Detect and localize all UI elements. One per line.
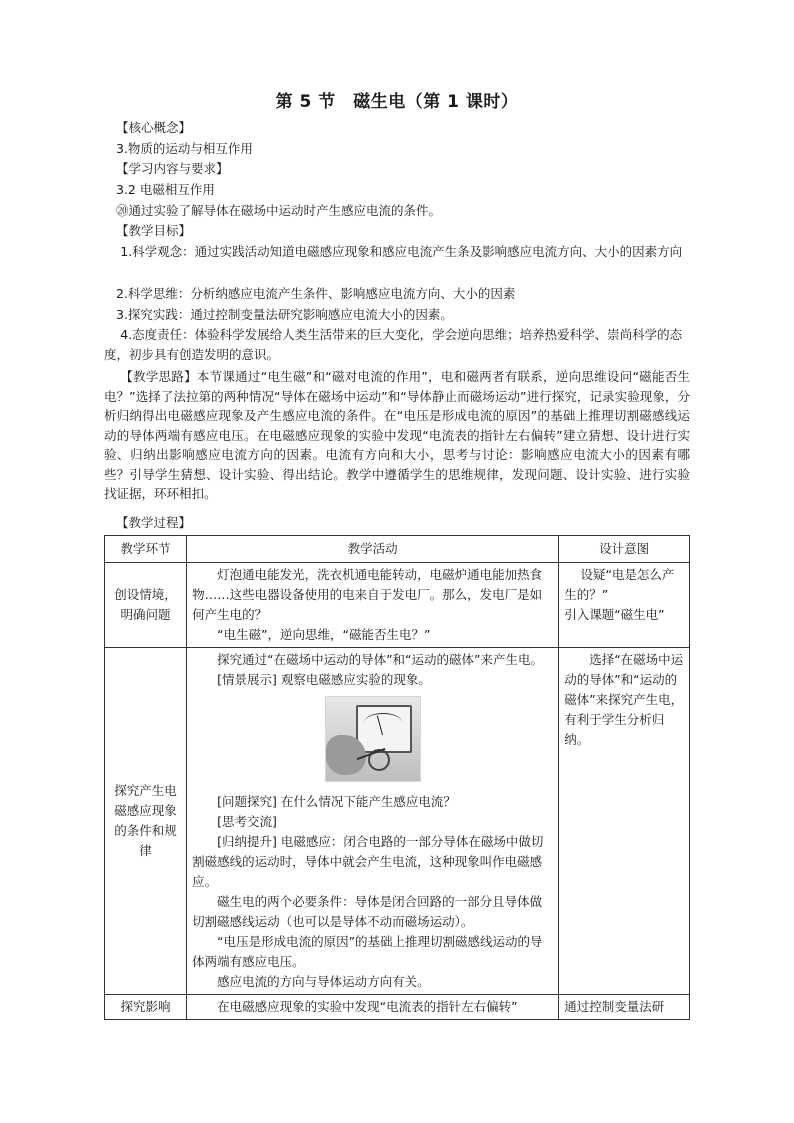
stage-label: 创设情境，明确问题: [114, 587, 177, 622]
teaching-process-table: [104, 535, 690, 1020]
content-requirement-1: 3.2 电磁相互作用: [116, 182, 215, 197]
activity-cell: [187, 648, 559, 995]
stage-cell: [105, 563, 187, 648]
activity-text: [思考交流]: [217, 814, 277, 829]
teaching-goal-1: 1.科学观念：通过实践活动知道电磁感应现象和感应电流产生条及影响感应电流方向、大小的因素方向: [120, 244, 683, 259]
table-row: [105, 648, 690, 995]
intent-text: 选择“在磁场中运动的导体”和“运动的磁体”来探究产生电，有利于学生分析归纳。: [564, 652, 684, 747]
intent-cell: [559, 995, 690, 1020]
activity-text: 探究通过“在磁场中运动的导体”和“运动的磁体”来产生电。: [217, 652, 544, 667]
activity-text: 在电磁感应现象的实验中发现“电流表的指针左右偏转”: [217, 999, 518, 1014]
experiment-photo: [325, 696, 421, 782]
activity-text: “电生磁”，逆向思维，“磁能否生电？”: [217, 627, 431, 642]
intent-text: 设疑“电是怎么产生的？”: [564, 567, 675, 602]
header-intent: 设计意图: [559, 536, 690, 563]
activity-cell: [187, 563, 559, 648]
stage-label: 探究产生电磁感应现象的条件和规律: [114, 783, 177, 858]
activity-text: 灯泡通电能发光，洗衣机通电能转动，电磁炉通电能加热食物……这些电器设备使用的电来自于发电厂。那么，发电厂是如何产生电的？: [192, 567, 543, 622]
teaching-goal-3: 3.探究实践：通过控制变量法研究影响感应电流大小的因素。: [116, 307, 453, 322]
page-title: 第 5 节 磁生电（第 1 课时）: [275, 92, 519, 112]
teaching-goal-2: 2.科学思维：分析纳感应电流产生条件、影响感应电流方向、大小的因素: [116, 286, 516, 301]
header-stage: 教学环节: [105, 536, 187, 563]
table-header-row: [105, 536, 690, 563]
activity-text: 磁生电的两个必要条件：导体是闭合回路的一部分且导体做切割磁感线运动（也可以是导体不动而磁场运动）。: [192, 894, 543, 929]
intent-text: 引入课题“磁生电”: [564, 607, 665, 622]
teaching-goal-4: 4.态度责任：体验科学发展给人类生活带来的巨大变化，学会逆向思维；培养热爱科学、崇尚科学的态度，初步具有创造发明的意识。: [104, 327, 683, 362]
stage-cell: [105, 648, 187, 995]
table-row: [105, 995, 690, 1020]
teaching-idea: 【教学思路】本节课通过“电生磁”和“磁对电流的作用”，电和磁两者有联系，逆向思维设问“磁能否生电？”选择了法拉第的两种情况“导体在磁场中运动”和“导体静止而磁场运动”进行探究，记录实验现象，分析归纳得出电磁感应现象及产生感应电流的条件。在“电压是形成电流的原因”的基础上推理切割磁感线运动的导体两端有感应电压。在电磁感应现象的实验中发现“电流表的指针左右偏转”建立猜想、设计进行实验、归纳出影响感应电流方向的因素。电流有方向和大小，思考与讨论：影响感应电流大小的因素有哪些？引导学生猜想、设计实验、得出结论。教学中遵循学生的思维规律，发现问题、设计实验、进行实验找证据，环环相扣。: [104, 369, 690, 501]
core-concept-text: 3.物质的运动与相互作用: [116, 141, 253, 156]
activity-text: [情景展示] 观察电磁感应实验的现象。: [217, 672, 431, 687]
galvanometer-icon: [356, 705, 412, 753]
activity-text: 感应电流的方向与导体运动方向有关。: [217, 974, 430, 989]
activity-text: [归纳提升] 电磁感应：闭合电路的一部分导体在磁场中做切割磁感线的运动时，导体中就会产生电流，这种现象叫作电磁感应。: [192, 834, 544, 889]
content-requirement-2: ⑳通过实验了解导体在磁场中运动时产生感应电流的条件。: [116, 203, 442, 218]
intent-cell: [559, 563, 690, 648]
table-row: [105, 563, 690, 648]
activity-cell: [187, 995, 559, 1020]
header-activity: 教学活动: [187, 536, 559, 563]
teaching-goals-heading: 【教学目标】: [116, 223, 192, 238]
core-concept-heading: 【核心概念】: [116, 120, 192, 135]
stage-cell: [105, 995, 187, 1020]
content-requirements-heading: 【学习内容与要求】: [116, 161, 229, 176]
intent-text: 通过控制变量法研: [564, 999, 665, 1014]
activity-text: “电压是形成电流的原因”的基础上推理切割磁感线运动的导体两端有感应电压。: [192, 934, 543, 969]
intent-cell: [559, 648, 690, 995]
hand-icon: [326, 735, 366, 775]
activity-text: [问题探究] 在什么情况下能产生感应电流？: [217, 794, 456, 809]
teaching-process-heading: 【教学过程】: [116, 515, 192, 530]
stage-label: 探究影响: [120, 999, 171, 1014]
